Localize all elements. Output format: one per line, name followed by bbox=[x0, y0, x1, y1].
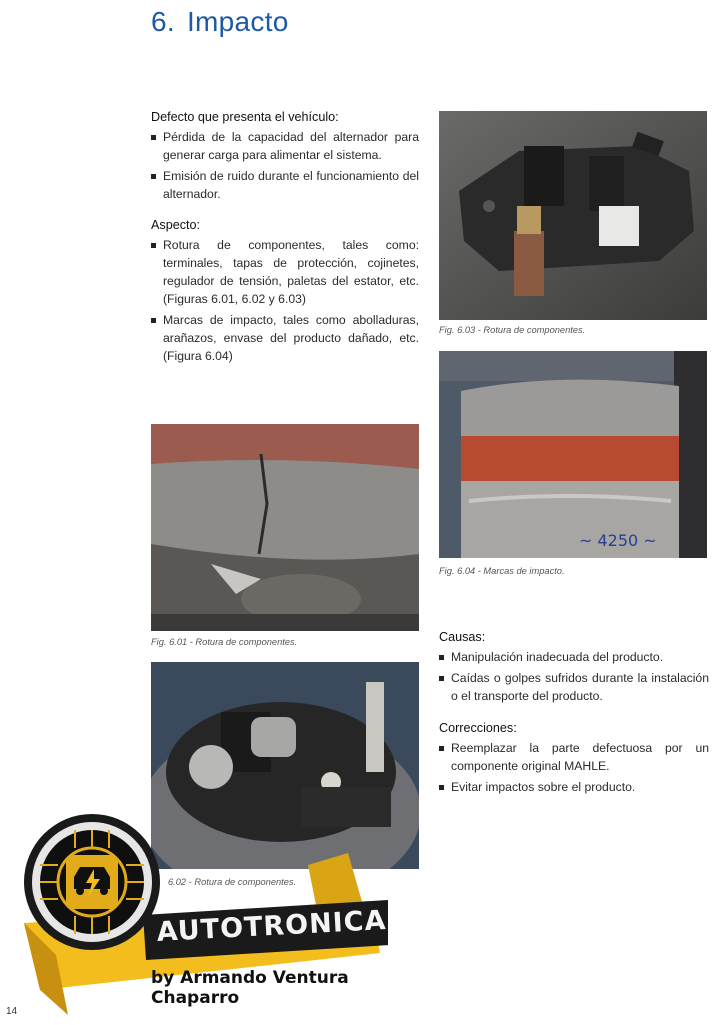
figure-6-04-photo bbox=[439, 351, 707, 558]
autotronica-watermark bbox=[18, 805, 388, 1020]
list-item: Caídas o golpes sufridos durante la instalación o el transporte del producto. bbox=[439, 669, 709, 705]
list-item: Rotura de componentes, tales como: terminales, tapas de protección, cojinetes, regulador de tensión, paletas del estator, etc. (Figuras 6.01, 6.02 y 6.03) bbox=[151, 236, 419, 308]
list-item: Pérdida de la capacidad del alternador para generar carga para alimentar el sistema. bbox=[151, 128, 419, 164]
section-number: 6. bbox=[151, 6, 175, 37]
defecto-list bbox=[151, 128, 419, 203]
aspecto-heading: Aspecto: bbox=[151, 218, 201, 232]
list-item: Marcas de impacto, tales como abolladuras, arañazos, envase del producto dañado, etc. (Figura 6.04) bbox=[151, 311, 419, 365]
list-item: Emisión de ruido durante el funcionamiento del alternador. bbox=[151, 167, 419, 203]
causas-heading: Causas: bbox=[439, 630, 486, 644]
causas-block bbox=[439, 630, 709, 708]
autotronica-brand-text: AUTOTRONICA bbox=[156, 904, 388, 948]
list-item: Evitar impactos sobre el producto. bbox=[439, 778, 709, 796]
figure-6-01-caption: Fig. 6.01 - Rotura de componentes. bbox=[151, 637, 298, 647]
list-item: Reemplazar la parte defectuosa por un componente original MAHLE. bbox=[439, 739, 709, 775]
correcciones-list bbox=[439, 739, 709, 796]
section-title bbox=[151, 6, 289, 38]
correcciones-block bbox=[439, 721, 709, 799]
page-number: 14 bbox=[6, 1006, 18, 1017]
figure-6-03-caption: Fig. 6.03 - Rotura de componentes. bbox=[439, 325, 586, 335]
correcciones-heading: Correcciones: bbox=[439, 721, 517, 735]
figure-6-01-photo bbox=[151, 424, 419, 631]
figure-6-04-caption: Fig. 6.04 - Marcas de impacto. bbox=[439, 566, 565, 576]
section-title-text: Impacto bbox=[186, 6, 289, 37]
list-item: Manipulación inadecuada del producto. bbox=[439, 648, 709, 666]
figure-6-02-caption: 6.02 - Rotura de componentes. bbox=[168, 877, 297, 887]
figure-6-03-photo bbox=[439, 111, 707, 320]
aspecto-list bbox=[151, 236, 419, 365]
defecto-heading: Defecto que presenta el vehículo: bbox=[151, 110, 339, 124]
svg-text:~ 4250 ~: ~ 4250 ~ bbox=[579, 531, 657, 550]
aspecto-block bbox=[151, 218, 419, 368]
autotronica-byline: by Armando Ventura Chaparro bbox=[151, 968, 349, 1008]
causas-list bbox=[439, 648, 709, 705]
defecto-block bbox=[151, 110, 419, 206]
